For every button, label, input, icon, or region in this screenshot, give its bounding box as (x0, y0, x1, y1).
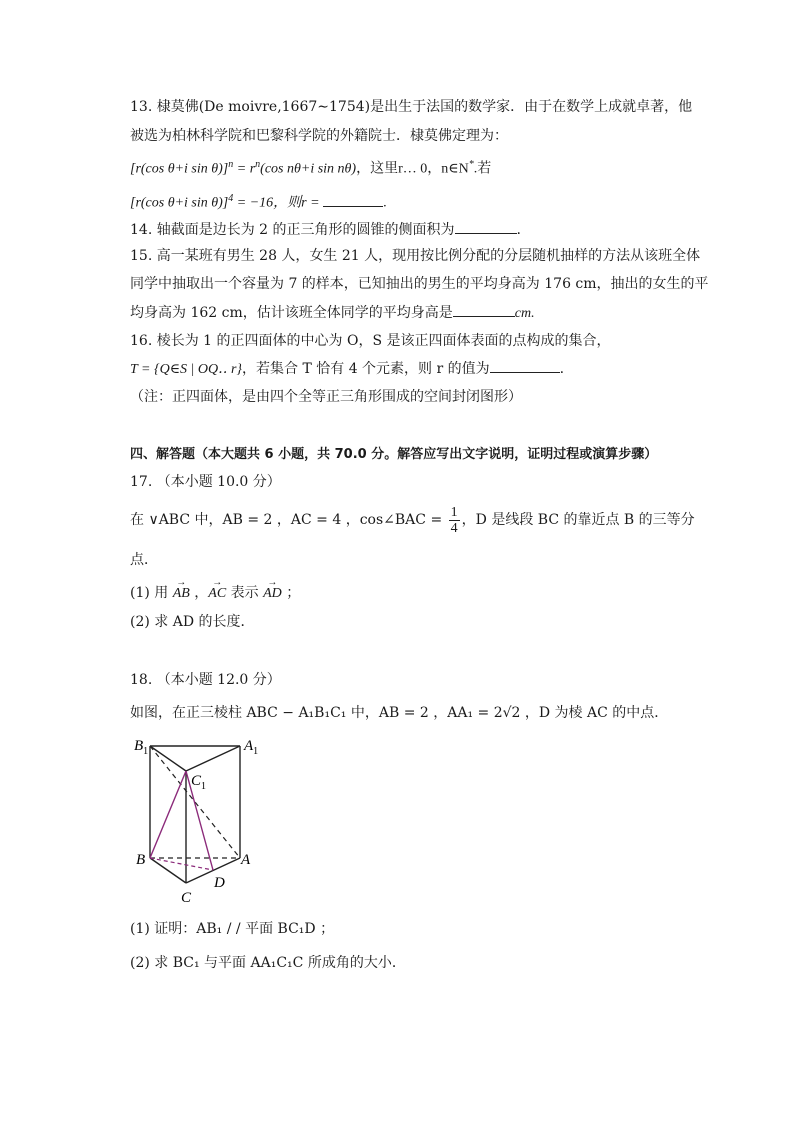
q16-line1: 16. 棱长为 1 的正四面体的中心为 O，S 是该正四面体表面的点构成的集合， (130, 333, 611, 349)
answer-blank[interactable] (323, 192, 383, 207)
section-title: 四、解答题（本大题共 6 小题，共 70.0 分。解答应写出文字说明，证明过程或演算步骤） (130, 447, 658, 462)
q15-line3: 均身高为 162 cm，估计该班全体同学的平均身高是 cm. (130, 302, 535, 324)
q15-line2: 同学中抽取出一个容量为 7 的样本，已知抽出的男生的平均身高为 176 cm，抽出的女生的平 (130, 276, 709, 292)
q13-formula2: [r(cos θ+i sin θ)]$^4$ = −16，则r = . (130, 193, 387, 211)
q16-note: （注：正四面体，是由四个全等正三角形围成的空间封闭图形） (130, 389, 522, 405)
edge-c-a (186, 858, 240, 883)
q17-header: 17. （本小题 10.0 分） (130, 474, 281, 490)
q18-stem: 如图，在正三棱柱 ABC − A₁B₁C₁ 中，AB = 2 ，AA₁ = 2√2 ，D 为棱 AC 的中点． (130, 705, 669, 721)
label-c1: $C_1$ (191, 773, 207, 792)
answer-blank[interactable] (490, 358, 560, 373)
q17-part1: (1) 用 → AB ，→ AC 表示 → AD ； (130, 583, 300, 604)
edge-b-c (150, 858, 186, 883)
label-b: B (136, 852, 146, 868)
q16-line2: T = {Q∈S | OQ‥ r}，若集合 T 恰有 4 个元素，则 r 的值为 . (130, 358, 564, 380)
label-a: A (241, 852, 251, 868)
q15-line1: 15. 高一某班有男生 28 人，女生 21 人，现用按比例分配的分层随机抽样的方法从该班全体 (130, 248, 701, 264)
q17-part2: (2) 求 AD 的长度． (130, 614, 255, 630)
fraction: $\frac{1}{4}$ (450, 504, 458, 536)
label-c: C (181, 890, 192, 906)
label-d: D (214, 875, 225, 891)
segment-c1-b (150, 771, 186, 858)
q13-line2: 被选为柏林科学院和巴黎科学院的外籍院士．棣莫佛定理为： (130, 128, 508, 144)
edge-b1-c1 (150, 746, 186, 771)
answer-blank[interactable] (455, 219, 517, 234)
label-b1: $B_1$ (134, 738, 149, 757)
q13-formula1: [r(cos θ+i $\sin \theta)]^n = r^n(\cos$ nθ+i sin nθ)，这里r… 0，n∈N*.若 (130, 159, 492, 177)
q18-header: 18. （本小题 12.0 分） (130, 672, 281, 688)
answer-blank[interactable] (453, 302, 515, 317)
q13-line1: 13. 棣莫佛(De moivre,1667∼1754)是出生于法国的数学家．由于在数学上成就卓著，他 (130, 99, 693, 115)
q17-stem: 在 ∨ABC 中，AB = 2 ，AC = 4 ，cos∠BAC = $\frac{1}{4}$ ，D 是线段 BC 的靠近点 B 的三等分 (130, 504, 695, 536)
vector-ad: → AD (263, 584, 282, 604)
q17-stem-cont: 点． (130, 552, 158, 568)
q18-part1: (1) 证明：AB₁ / / 平面 BC₁D ； (130, 921, 335, 937)
q14-line: 14. 轴截面是边长为 2 的正三角形的圆锥的侧面积为 . (130, 219, 521, 240)
vector-ac: → AC (208, 584, 226, 604)
q18-part2: (2) 求 BC₁ 与平面 AA₁C₁C 所成角的大小． (130, 955, 406, 971)
prism-figure (128, 733, 268, 908)
edge-a1-c1 (186, 746, 240, 771)
vector-ab: → AB (173, 584, 190, 604)
label-a1: $A_1$ (244, 738, 259, 757)
